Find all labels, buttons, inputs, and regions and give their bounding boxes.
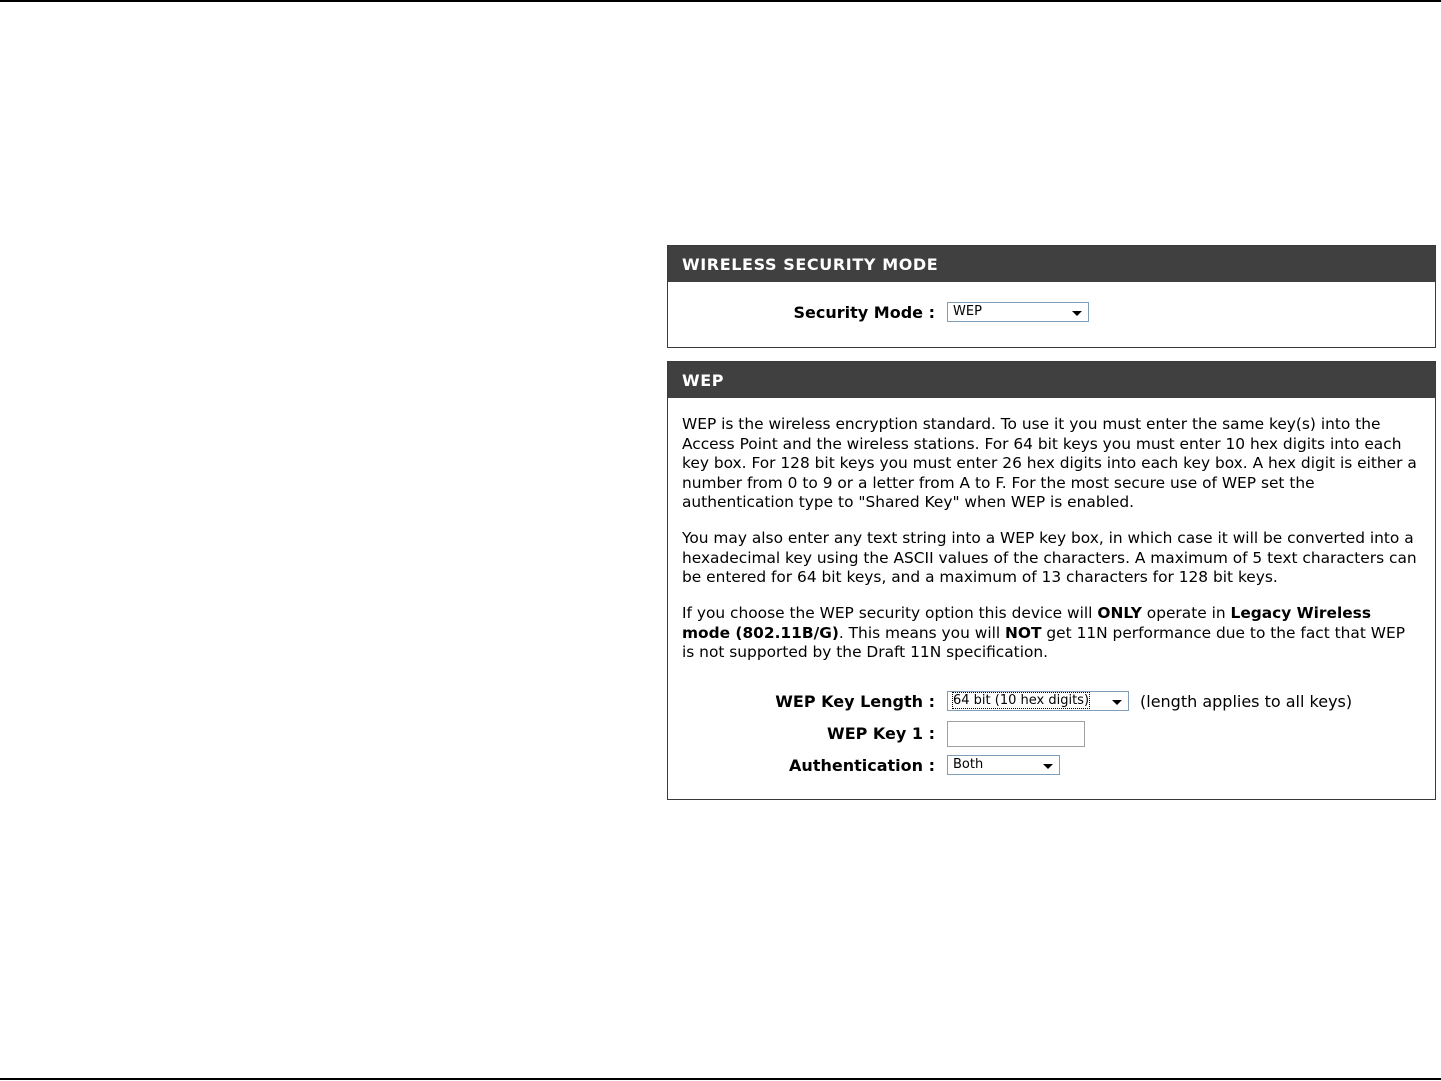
wep-key-length-row: [668, 689, 1435, 715]
para3-bold-not: NOT: [1005, 623, 1042, 642]
wep-key-1-row: [668, 721, 1435, 747]
para3-text-4: get 11N performance due to the fact that WEP is not supported by the Draft 11N specification.: [682, 623, 1406, 661]
para3-text-1: If you choose the WEP security option this device will: [682, 604, 1098, 622]
wep-description-paragraph-2: You may also enter any text string into a WEP key box, in which case it will be converted into a hexadecimal key using the ASCII values of the characters. A maximum of 5 text characters can be entered for 64 bit keys, and a maximum of 13 characters for 128 bit keys.: [682, 529, 1417, 586]
wep-key-1-label: WEP Key 1 :: [827, 724, 935, 743]
wep-key-1-input[interactable]: [947, 721, 1085, 747]
wep-key-length-select[interactable]: [947, 691, 1129, 711]
security-mode-value: WEP: [953, 304, 982, 319]
wep-key-length-note: (length applies to all keys): [1140, 692, 1353, 711]
top-divider: [0, 0, 1441, 2]
security-mode-select[interactable]: [947, 302, 1089, 322]
para3-text-2: operate in: [1141, 604, 1231, 622]
para3-bold-legacy-mode: Legacy Wireless mode (802.11B/G): [682, 604, 1371, 642]
wireless-security-mode-header: WIRELESS SECURITY MODE: [668, 246, 1435, 282]
security-mode-row: [668, 300, 1435, 326]
authentication-label: Authentication :: [789, 756, 935, 775]
authentication-row: [668, 753, 1435, 779]
authentication-select[interactable]: [947, 755, 1060, 775]
para3-bold-only: ONLY: [1097, 604, 1142, 622]
wep-description-paragraph-3: [682, 604, 1422, 663]
wep-header: WEP: [668, 362, 1435, 398]
para3-text-3: . This means you will: [838, 623, 1006, 642]
wep-key-length-value: 64 bit (10 hex digits): [953, 693, 1090, 708]
chevron-down-icon: [1043, 764, 1053, 769]
chevron-down-icon: [1112, 700, 1122, 705]
bottom-divider: [0, 1078, 1441, 1080]
wireless-security-mode-panel: [667, 245, 1436, 348]
wep-key-length-label: WEP Key Length :: [775, 692, 935, 711]
authentication-value: Both: [953, 757, 984, 772]
wep-description-paragraph-1: WEP is the wireless encryption standard. To use it you must enter the same key(s) into the Access Point and the wireless stations. For 64 bit keys you must enter 10 hex digits into each key box. For 128 bit keys you must enter 26 hex digits into each key box. A hex digit is either a number from 0 to 9 or a letter from A to F. For the most secure use of WEP set the authentication type to "Shared Key" when WEP is enabled.: [682, 415, 1417, 511]
wep-panel: [667, 361, 1436, 800]
chevron-down-icon: [1072, 311, 1082, 316]
security-mode-label: Security Mode :: [793, 303, 935, 322]
